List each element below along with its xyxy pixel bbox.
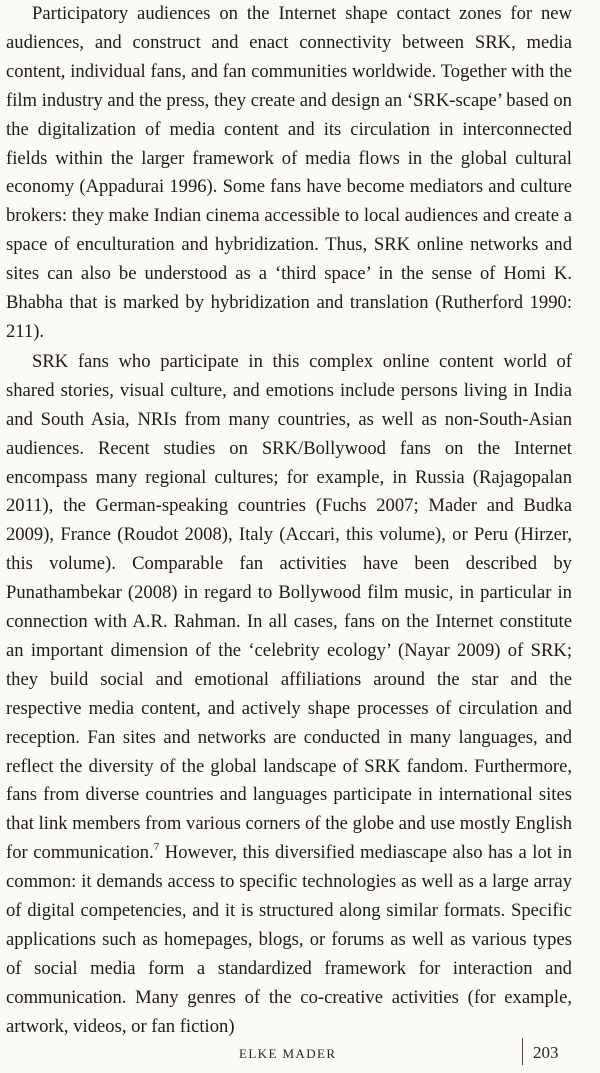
- running-footer-author: ELKE MADER: [239, 1046, 337, 1061]
- paragraph-2: [6, 348, 572, 1042]
- paragraph-1: Participatory audiences on the Internet shape contact zones for new audiences, and construct and enact connectivity between SRK, media content, individual fans, and fan communities worldwide. Together with the film industry and the press, they create and design an ‘SRK-scape’ based on the digitalization of media content and its circulation in interconnected fields within the larger framework of media flows in the global cultural economy (Appadurai 1996). Some fans have become mediators and culture brokers: they make Indian cinema accessible to local audiences and create a space of enculturation and hybridization. Thus, SRK online networks and sites can also be understood as a ‘third space’ in the sense of Homi K. Bhabha that is marked by hybridization and translation (Rutherford 1990: 211).: [6, 3, 572, 342]
- page-footer: [0, 1031, 600, 1073]
- page-number: 203: [533, 1043, 559, 1062]
- paragraph-2-text-before-footnote: SRK fans who participate in this complex online content world of shared stories, visual culture, and emotions include persons living in India and South Asia, NRIs from many countries, as well as non-South-Asian audiences. Recent studies on SRK/Bollywood fans on the Internet encompass many regional cultures; for example, in Russia (Rajagopalan 2011), the German-speaking countries (Fuchs 2007; Mader and Budka 2009), France (Roudot 2008), Italy (Accari, this volume), or Peru (Hirzer, this volume). Comparable fan activities have been described by Punathambekar (2008) in regard to Bollywood film music, in particular in connection with A.R. Rahman. In all cases, fans on the Internet constitute an important dimension of the ‘celebrity ecology’ (Nayar 2009) of SRK; they build social and emotional affiliations around the star and the respective media content, and actively shape processes of circulation and reception. Fan sites and networks are conducted in many languages, and reflect the diversity of the global landscape of SRK fandom. Furthermore, fans from diverse countries and languages participate in international sites that link members from various corners of the globe and use mostly English for communication.: [6, 350, 572, 864]
- body-text: [6, 0, 572, 1042]
- paragraph-2-text-after-footnote: However, this diversified mediascape also has a lot in common: it demands access to specific technologies as well as a large array of digital competencies, and it is structured along similar formats. Specific applications such as homepages, blogs, or forums as well as various types of social media form a standardized framework for interaction and communication. Many genres of the co-creative activities (for example, artwork, videos, or fan fiction): [6, 842, 572, 1037]
- footer-vertical-rule: [522, 1038, 523, 1065]
- footnote-marker[interactable]: 7: [153, 841, 160, 854]
